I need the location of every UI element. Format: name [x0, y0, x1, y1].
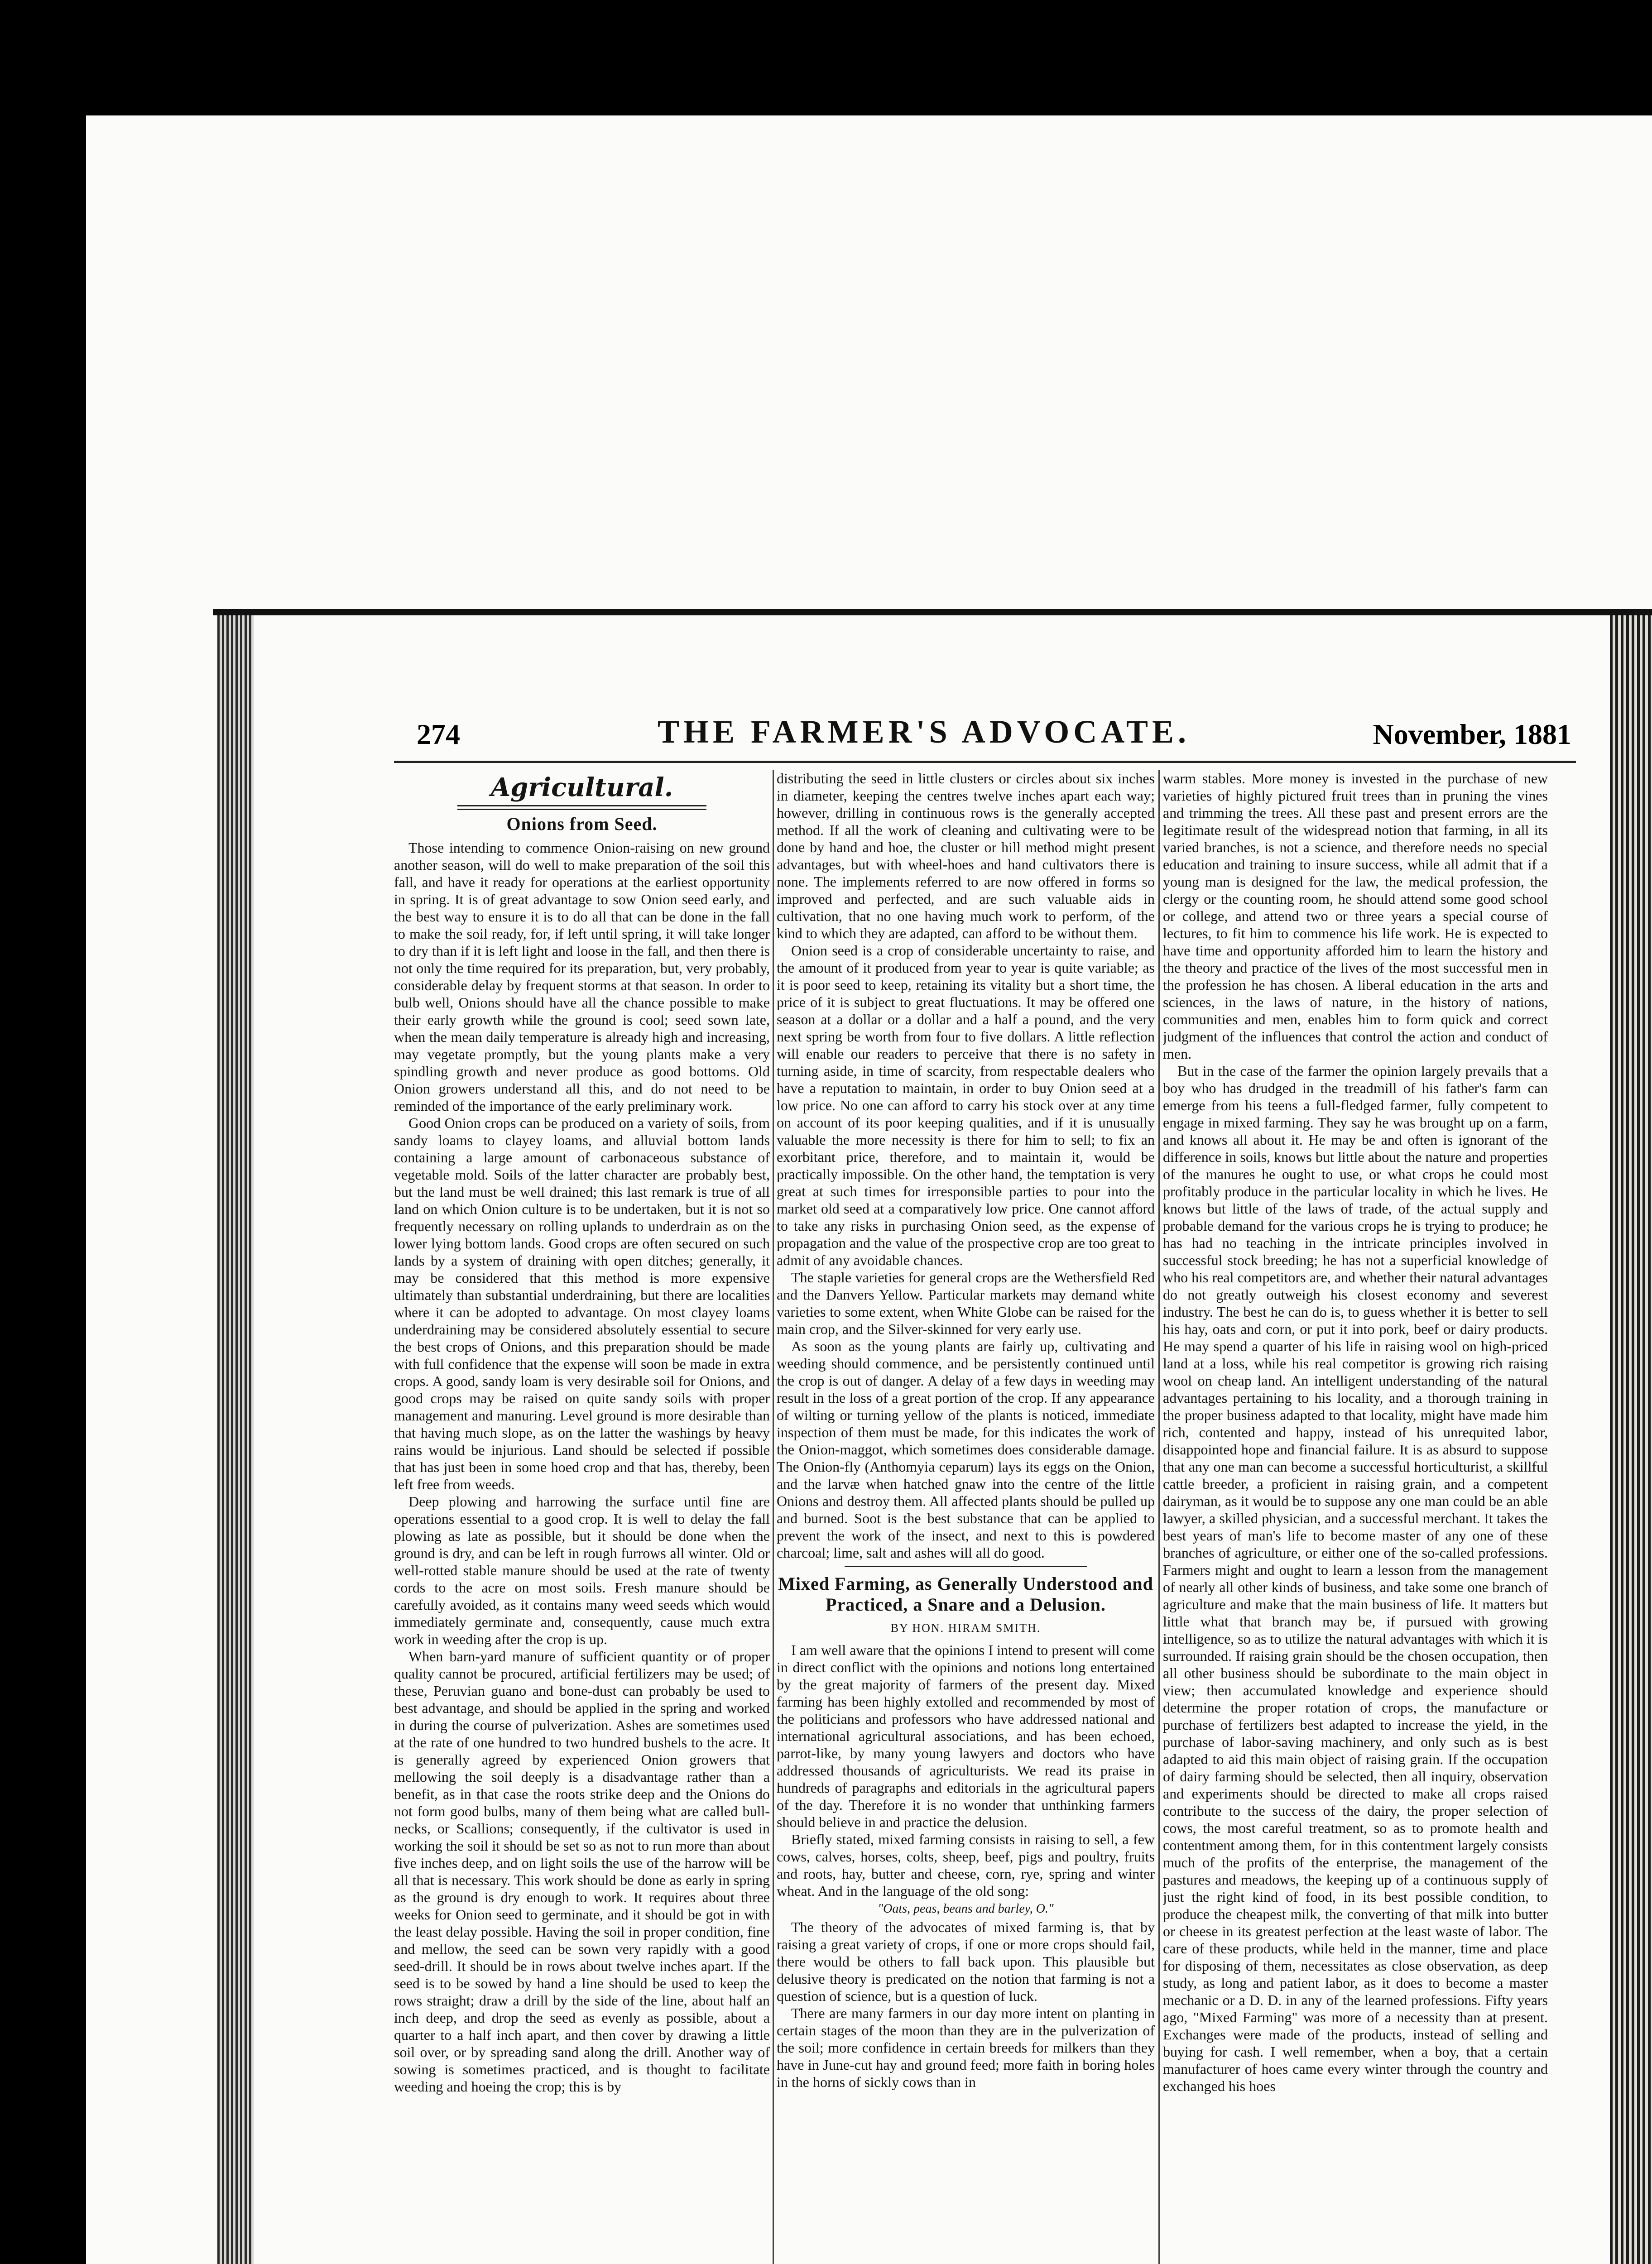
column-divider	[1158, 770, 1160, 2264]
binding-edge-right	[1610, 609, 1652, 2264]
song-quote: "Oats, peas, beans and barley, O."	[878, 1902, 1054, 1916]
article-paragraph: The theory of the advocates of mixed farming is, that by raising a great variety of crops, if one or more crops should fail, there would be others to fall back upon. This plausible but delusive theory is predicated on the notion that farming is not a question of science, but is a question of luck.	[777, 1919, 1155, 2004]
department-heading: Agricultural.	[490, 772, 673, 802]
page-top-edge	[213, 609, 1652, 615]
page-number: 274	[417, 718, 460, 750]
article-paragraph: But in the case of the farmer the opinion largely prevails that a boy who has drudged in the treadmill of his father's farm can emerge from his teens a full-fledged farmer, fully competent to engage in mixed farming. They say he was brought up on a farm, and knows all about it. He may be and often is ignorant of the difference in soils, knows but little about the nature and properties of the manures he ought to use, or what crops he could most profitably produce in the particular locality in which he lives. He knows but little of the laws of trade, of the actual supply and probable demand for the various crops he is trying to produce; he has had no teaching in the intricate principles involved in successful stock breeding; he has not a superficial knowledge of who his real competitors are, and whether their natural advantages do not greatly outweigh his closest economy and severest industry. The best he can do is, to guess whether it is better to sell his hay, oats and corn, or put it into pork, beef or dairy products. He may spend a quarter of his life in raising wool on high-priced land at a loss, while his real competitor is growing rich raising wool on cheap land. An intelligent understanding of the natural advantages pertaining to his locality, and a thorough training in the proper business adapted to that locality, might have made him rich, contented and happy, instead of his unrequited labor, disappointed hope and financial failure. It is as absurd to suppose that any one man can become a successful horticulturist, a skillful cattle breeder, a proficient in raising grain, and a competent dairyman, as it would be to suppose any one man could be an able lawyer, a skilled physician, and a successful merchant. It takes the best years of man's life to become master of any one of these branches of agriculture, or either one of the so-called professions. Farmers might and ought to learn a lesson from the management of nearly all other kinds of business, and take some one branch of agriculture and make that the main business of life. It matters but little what that branch may be, if pursued with growing intelligence, so as to utilize the natural advantages with which it is surrounded. If raising grain should be the chosen occupation, then all other business should be subordinate to the main object in view; then accumulated knowledge and experience should determine the proper rotation of crops, the manufacture or purchase of fertilizers best adapted to increase the yield, in the purchase of labor-saving machinery, and only such as is best adapted to aid this main object of raising grain. If the occupation of dairy farming should be selected, then all inquiry, observation and experiments should be directed to make all crops raised contribute to the success of the dairy, the proper selection of cows, the most careful treatment, so as to promote health and contentment among them, for in this contentment largely consists much of the profits of the enterprise, the management of the pastures and meadows, the keeping up of a continuous supply of just the right kind of food, in its best possible condition, to produce the cheapest milk, the converting of that milk into butter or cheese in its greatest perfection at the least waste of labor. The care of these products, while held in the manner, time and place for disposing of them, necessitates as close observation, as deep study, as long and patient labor, as it does to become a master mechanic or a D. D. in any of the learned professions. Fifty years ago, "Mixed Farming" was more of a necessity than at present. Exchanges were made of the products, instead of selling and buying for cash. I well remember, when a boy, that a certain manufacturer of hoes came every winter through the country and exchanged his hoes	[1163, 1063, 1548, 2094]
article-paragraph: Deep plowing and harrowing the surface until fine are operations essential to a good crop. It is well to delay the fall plowing as late as possible, but it should be done when the ground is dry, and can be left in rough furrows all winter. Old or well-rotted stable manure should be used at the rate of twenty cords to the acre on most soils. Fresh manure should be carefully avoided, as it contains many weed seeds which would immediately germinate and, consequently, cause much extra work in weeding after the crop is up.	[394, 1493, 770, 1647]
article-paragraph: I am well aware that the opinions I intend to present will come in direct conflict with the opinions and notions long entertained by the great majority of farmers of the present day. Mixed farming has been highly extolled and recommended by most of the politicians and professors who have addressed national and international agricultural associations, and has been echoed, parrot-like, by many young lawyers and doctors who have addressed thousands of agriculturists. We read its praise in hundreds of paragraphs and editorials in the agricultural papers of the day. Therefore it is no wonder that unthinking farmers should believe in and practice the delusion.	[777, 1642, 1155, 1830]
heading-rule	[457, 805, 706, 810]
article-paragraph: When barn-yard manure of sufficient quantity or of proper quality cannot be procured, artificial fertilizers may be used; of these, Peruvian guano and bone-dust can probably be used to best advantage, and should be applied in the spring and worked in during the course of pulverization. Ashes are sometimes used at the rate of one hundred to two hundred bushels to the acre. It is generally agreed by experienced Onion growers that mellowing the soil deeply is a disadvantage rather than a benefit, as in that case the roots strike deep and the Onions do not form good bulbs, many of them being what are called bull-necks, or Scallions; consequently, if the cultivator is used in working the soil it should be set so as not to run more than about five inches deep, and on light soils the use of the harrow will be all that is necessary. This work should be done as early in spring as the ground is dry enough to work. It requires about three weeks for Onion seed to germinate, and it should be got in with the least delay possible. Having the soil in proper condition, fine and mellow, the seed can be sown very rapidly with a good seed-drill. It should be in rows about twelve inches apart. If the seed is to be sowed by hand a line should be used to keep the rows straight; draw a drill by the side of the line, about half an inch deep, and drop the seed as evenly as possible, about a quarter to a half inch apart, and then cover by drawing a little soil over, or by spreading sand along the drill. Another way of sowing is sometimes practiced, and is thought to facilitate weeding and hoeing the crop; this is by	[394, 1648, 770, 2095]
column-1	[394, 770, 770, 2264]
issue-date: November, 1881	[1373, 718, 1571, 750]
article-paragraph: Briefly stated, mixed farming consists in raising to sell, a few cows, calves, horses, colts, sheep, beef, pigs and poultry, fruits and roots, hay, butter and cheese, corn, rye, spring and winter wheat. And in the language of the old song:	[777, 1831, 1155, 1899]
column-2	[777, 770, 1155, 2264]
article-title: Mixed Farming, as Generally Understood and Practiced, a Snare and a Delusion.	[778, 1573, 1153, 1615]
article-paragraph: distributing the seed in little clusters or circles about six inches in diameter, keeping the centres twelve inches apart each way; however, drilling in continuous rows is the generally accepted method. If all the work of cleaning and cultivating were to be done by hand and hoe, the cluster or hill method might present advantages, but with wheel-hoes and hand cultivators there is none. The implements referred to are now offered in forms so improved and perfected, and are such valuable aids in cultivation, that no one having much work to perform, of the kind to which they are adapted, can afford to be without them.	[777, 770, 1155, 941]
article-paragraph: Onion seed is a crop of considerable uncertainty to raise, and the amount of it produced from year to year is quite variable; as it is poor seed to keep, retaining its vitality but a short time, the price of it is subject to great fluctuations. It may be offered one season at a dollar or a dollar and a half a pound, and the very next spring be worth from four to five dollars. A little reflection will enable our readers to perceive that there is no safety in turning aside, in time of scarcity, from respectable dealers who have a reputation to maintain, in order to buy Onion seed at a low price. No one can afford to carry his stock over at any time on account of its poor keeping qualities, and if it is unusually valuable the more necessity is there for him to sell; to fix an exorbitant price, therefore, and to maintain it, would be practically impossible. On the other hand, the temptation is very great at such times for irresponsible parties to pour into the market old seed at a comparatively low price. One cannot afford to take any risks in purchasing Onion seed, as the expense of propagation and the value of the prospective crop are too great to admit of any avoidable chances.	[777, 942, 1155, 1268]
article-separator	[845, 1566, 1087, 1567]
masthead-title: THE FARMER'S ADVOCATE.	[658, 714, 1190, 750]
article-paragraph: Good Onion crops can be produced on a variety of soils, from sandy loams to clayey loams, and alluvial bottom lands containing a large amount of carbonaceous substance of vegetable mold. Soils of the latter character are probably best, but the land must be well drained; this last remark is true of all land on which Onion culture is to be undertaken, but it is not so frequently necessary on rolling uplands to underdrain as on the lower lying bottom lands. Good crops are often secured on such lands by a system of draining with open ditches; generally, it may be considered that this method is more expensive ultimately than substantial underdraining, but there are localities where it can be adopted to advantage. On most clayey loams underdraining may be considered absolutely essential to secure the best crops of Onions, and this preparation should be made with full confidence that the expense will soon be made in extra crops. A good, sandy loam is very desirable soil for Onions, and good crops may be raised on quite sandy soils with proper management and manuring. Level ground is more desirable than that having much slope, as on the latter the washings by heavy rains would be injurious. Land should be selected if possible that has just been in some hoed crop and that has, thereby, been left free from weeds.	[394, 1115, 770, 1492]
header-rule	[394, 761, 1576, 763]
article-paragraph: The staple varieties for general crops are the Wethersfield Red and the Danvers Yellow. Particular markets may demand white varieties to some extent, when White Globe can be raised for the main crop, and the Silver-skinned for very early use.	[777, 1269, 1155, 1337]
page-header	[417, 713, 1571, 756]
article-byline: BY HON. HIRAM SMITH.	[890, 1621, 1041, 1635]
article-title: Onions from Seed.	[506, 814, 658, 834]
article-paragraph: Those intending to commence Onion-raising on new ground another season, will do well to make preparation of the soil this fall, and have it ready for operations at the earliest opportunity in spring. It is of great advantage to sow Onion seed early, and the best way to ensure it is to do all that can be done in the fall to make the soil ready, for, if left until spring, it will take longer to dry than if it is left light and loose in the fall, and then there is not only the time required for its preparation, but, very probably, considerable delay by frequent storms at that season. In order to bulb well, Onions should have all the chance possible to make their early growth while the ground is cool; seed sown late, when the mean daily temperature is already high and increasing, may vegetate promptly, but the young plants make a very spindling growth and never produce as good bottoms. Old Onion growers understand all this, and do not need to be reminded of the importance of the early preliminary work.	[394, 839, 770, 1114]
column-3	[1163, 770, 1548, 2264]
article-paragraph: There are many farmers in our day more intent on planting in certain stages of the moon than they are in the pulverization of the soil; more confidence in certain breeds for milkers than they have in June-cut hay and ground feed; more faith in boring holes in the horns of sickly cows than in	[777, 2005, 1155, 2090]
article-paragraph: As soon as the young plants are fairly up, cultivating and weeding should commence, and be persistently continued until the crop is out of danger. A delay of a few days in weeding may result in the loss of a great portion of the crop. If any appearance of wilting or turning yellow of the plants is noticed, immediate inspection of them must be made, for this indicates the work of the Onion-maggot, which sometimes does considerable damage. The Onion-fly (Anthomyia ceparum) lays its eggs on the Onion, and the larvæ when hatched gnaw into the centre of the little Onions and destroy them. All affected plants should be pulled up and burned. Soot is the best substance that can be applied to prevent the work of the insect, and next to this is powdered charcoal; lime, salt and ashes will all do good.	[777, 1338, 1155, 1561]
binding-edge-left	[217, 609, 254, 2264]
column-divider	[773, 770, 774, 2264]
article-paragraph: warm stables. More money is invested in the purchase of new varieties of highly pictured fruit trees than in pruning the vines and trimming the trees. All these past and present errors are the legitimate result of the widespread notion that farming, in all its varied branches, is not a science, and therefore needs no special education and training to insure success, while all admit that if a young man is designed for the law, the medical profession, the clergy or the counting room, he should attend some good school or college, and attend two or three years a special course of lectures, to fit him to commence his life work. He is expected to have time and opportunity afforded him to learn the history and the theory and practice of the lives of the most successful men in the profession he has chosen. A liberal education in the arts and sciences, in the laws of nature, in the history of nations, communities and men, enables him to form quick and correct judgment of the influences that control the action and conduct of men.	[1163, 770, 1548, 1062]
